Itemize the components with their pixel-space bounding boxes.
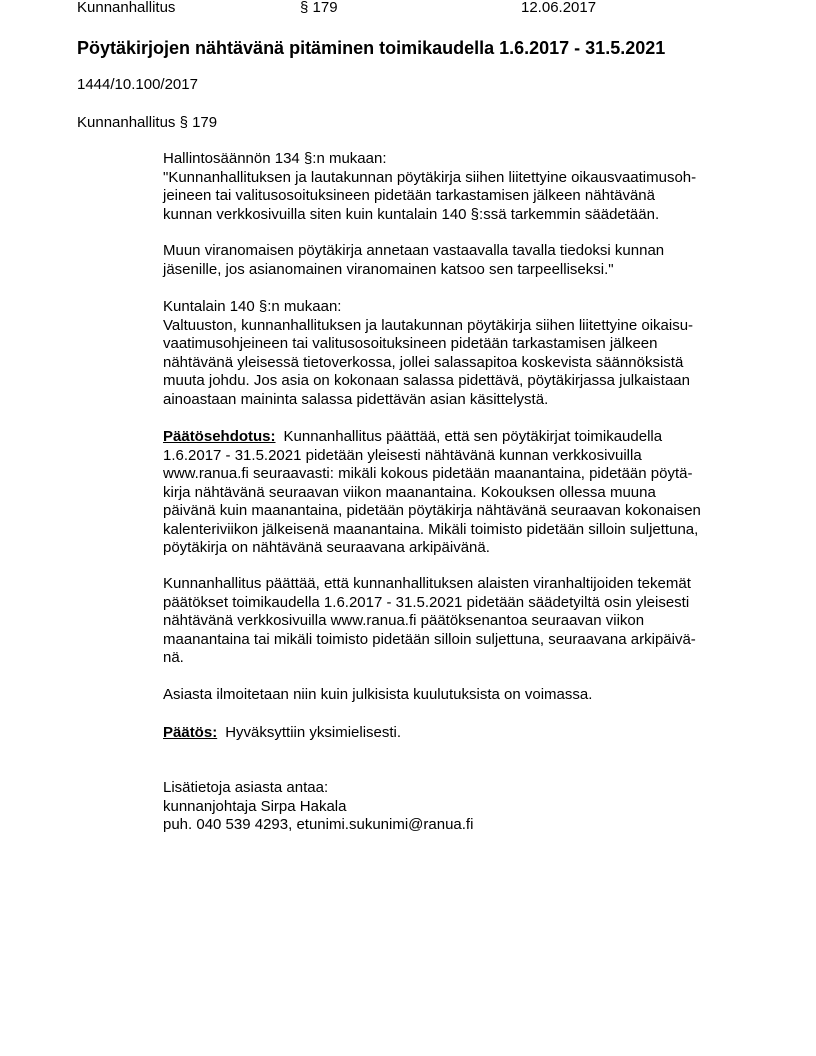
paragraph-line: nä. [163, 649, 184, 666]
page-title: Pöytäkirjojen nähtävänä pitäminen toimikaudella 1.6.2017 - 31.5.2021 [77, 38, 666, 58]
lisatietoja-paragraph [163, 779, 743, 835]
paragraph-line: jeineen tai valitusosoituksineen pidetään tarkastamisen jälkeen nähtävänä [163, 187, 655, 204]
paragraph-line: maanantaina tai mikäli toimisto pidetään silloin suljettuna, seuraavana arkipäivä- [163, 630, 696, 648]
paragraph-line: 1.6.2017 - 31.5.2021 pidetään yleisesti nähtävänä kunnan verkkosivuilla [163, 446, 642, 464]
paragraph-line: muuta johdu. Jos asia on kokonaan salassa pidettävä, pöytäkirjassa julkaistaan [163, 372, 690, 389]
contact-line: puh. 040 539 4293, etunimi.sukunimi@ranua.fi [163, 816, 474, 833]
header-body-name: Kunnanhallitus [77, 0, 176, 16]
paragraph-line: kunnan verkkosivuilla siten kuin kuntalain 140 §:ssä tarkemmin säädetään. [163, 205, 660, 223]
paragraph-line: vaatimusohjeineen tai valitusosoituksineen pidetään tarkastamisen jälkeen [163, 335, 658, 352]
paragraph-line: Asiasta ilmoitetaan niin kuin julkisista kuulutuksista on voimassa. [163, 686, 593, 703]
paragraph-line: jäsenille, jos asianomainen viranomainen katsoo sen tarpeelliseksi." [163, 260, 614, 278]
paragraph-line: päätökset toimikaudella 1.6.2017 - 31.5.2021 pidetään säädetyiltä osin yleisesti [163, 593, 690, 611]
paatos-line [163, 724, 743, 743]
header-date: 12.06.2017 [521, 0, 597, 16]
paragraph-line: kirja nähtävänä seuraavan viikon maanantaina. Kokouksen ollessa muuna [163, 483, 656, 501]
viranhaltijat-paragraph [163, 575, 743, 668]
paragraph-line: nähtävänä verkkosivuilla www.ranua.fi päätöksenantoa seuraavan viikon [163, 612, 645, 629]
paatosehdotus-paragraph [163, 428, 743, 558]
muun-viranomaisen-paragraph [163, 242, 743, 279]
section-reference: Kunnanhallitus § 179 [77, 114, 218, 131]
document-number: 1444/10.100/2017 [77, 76, 198, 93]
paatos-text: Hyväksyttiin yksimielisesti. [225, 724, 402, 741]
paragraph-line: kalenteriviikon jälkeisenä maanantaina. Mikäli toimisto pidetään silloin suljettuna, [163, 520, 699, 538]
paatosehdotus-first-line [163, 428, 743, 447]
hallintosaanto-paragraph [163, 150, 743, 224]
paatos-paragraph [163, 724, 743, 743]
paatosehdotus-label: Päätösehdotus: [163, 428, 276, 445]
paragraph-line: Hallintosäännön 134 §:n mukaan: [163, 150, 387, 167]
paragraph-line: www.ranua.fi seuraavasti: mikäli kokous pidetään maanantaina, pidetään pöytä- [163, 465, 693, 482]
paragraph-line: Kunnanhallitus päättää, että kunnanhallituksen alaisten viranhaltijoiden tekemät [163, 575, 691, 592]
header-section-number: § 179 [300, 0, 338, 16]
paragraph-line: Lisätietoja asiasta antaa: [163, 779, 329, 796]
paragraph-line: Muun viranomaisen pöytäkirja annetaan vastaavalla tavalla tiedoksi kunnan [163, 242, 665, 259]
paragraph-line: nähtävänä yleisessä tietoverkossa, jollei salassapitoa koskevista säännöksistä [163, 353, 684, 371]
paragraph-line: "Kunnanhallituksen ja lautakunnan pöytäkirja siihen liitettyine oikausvaatimusoh- [163, 168, 697, 186]
paragraph-line: päivänä kuin maanantaina, pidetään pöytäkirja nähtävänä seuraavan kokonaisen [163, 502, 701, 519]
paragraph-line: ainoastaan maininta salassa pidettävän asian käsittelystä. [163, 390, 549, 408]
paragraph-line: pöytäkirja on nähtävänä seuraavana arkipäivänä. [163, 539, 490, 556]
paragraph-line: Kuntalain 140 §:n mukaan: [163, 298, 342, 315]
paragraph-line: kunnanjohtaja Sirpa Hakala [163, 797, 347, 815]
paatosehdotus-first-text: Kunnanhallitus päättää, että sen pöytäkirjat toimikaudella [283, 428, 663, 445]
ilmoitus-paragraph [163, 686, 743, 705]
paragraph-line: Valtuuston, kunnanhallituksen ja lautakunnan pöytäkirja siihen liitettyine oikaisu- [163, 316, 694, 334]
kuntalaki-paragraph [163, 298, 743, 409]
paatos-label: Päätös: [163, 724, 218, 741]
